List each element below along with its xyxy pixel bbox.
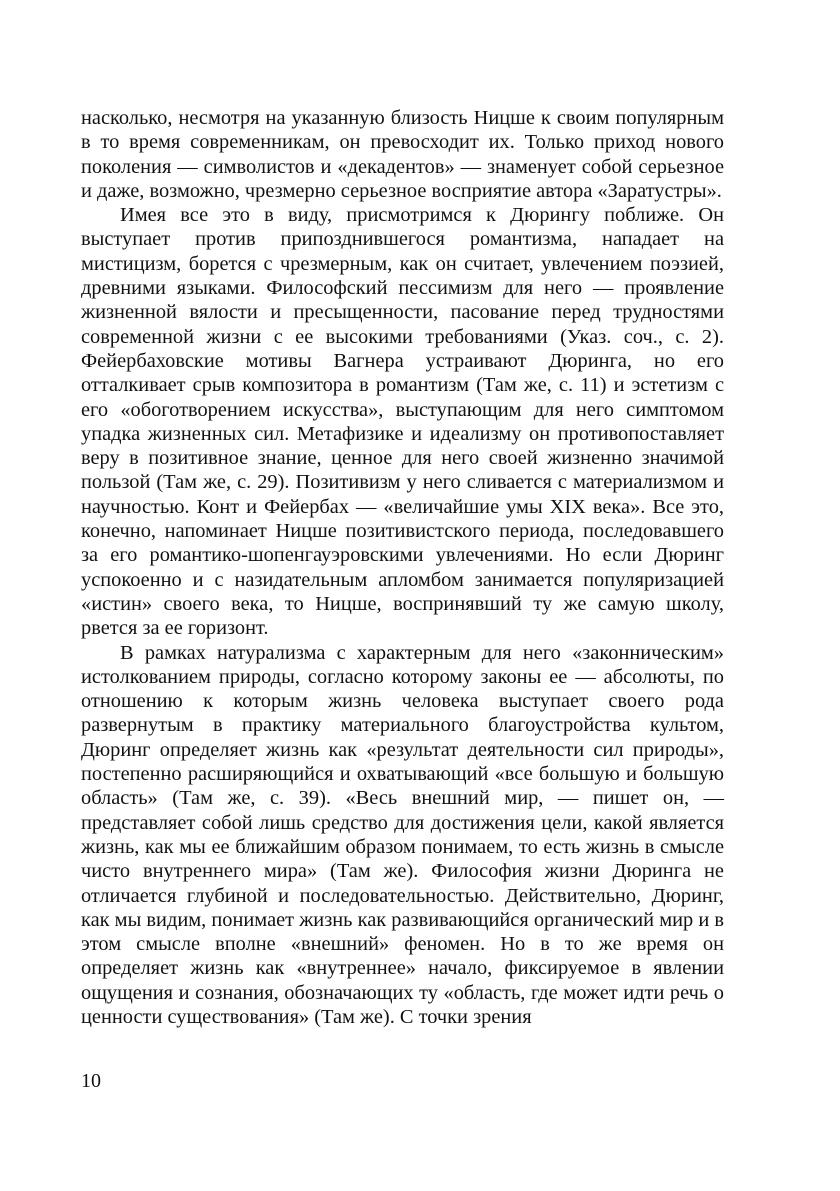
page-number: 10 [81, 1070, 101, 1092]
body-text [81, 106, 724, 1029]
paragraph-continuation: насколько, несмотря на указанную близость Ницше к своим популярным в то время современникам, он превосходит их. Только приход нового поколения — символистов и «декадентов» — знаменует собой серьезное и даже, возможно, чрезмерно серьезное восприятие автора «Заратустры». [81, 107, 724, 202]
paragraph-during-overview: Имея все это в виду, присмотримся к Дюрингу поближе. Он выступает против припозднившегося романтизма, нападает на мистицизм, борется с чрезмерным, как он считает, увлечением поэзией, древними языками. Философский пессимизм для него — проявление жизненной вялости и пресыщенности, пасование перед трудностями современной жизни с ее высокими требованиями (Указ. соч., с. 2). Фейербаховские мотивы Вагнера устраивают Дюринга, но его отталкивает срыв композитора в романтизм (Там же, с. 11) и эстетизм с его «обоготворением искусства», выступающим для него симптомом упадка жизненных сил. Метафизике и идеализму он противопоставляет веру в позитивное знание, ценное для него своей жизненно значимой пользой (Там же, с. 29). Позитивизм у него сливается с материализмом и научностью. Конт и Фейербах — «величайшие умы XIX века». Все это, конечно, напоминает Ницше позитивистского периода, последовавшего за его романтико-шопенгауэровскими увлечениями. Но если Дюринг успокоенно и с назидательным апломбом занимается популяризацией «истин» своего века, то Ницше, воспринявший ту же самую школу, рвется за ее горизонт. [81, 204, 724, 640]
paragraph-naturalism: В рамках натурализма с характерным для него «законническим» истолкованием природы, согласно которому законы ее — абсолюты, по отношению к которым жизнь человека выступает своего рода развернутым в практику материального благоустройства культом, Дюринг определяет жизнь как «результат деятельности сил природы», постепенно расширяющийся и охватывающий «все большую и большую область» (Там же, с. 39). «Весь внешний мир, — пишет он, — представляет собой лишь средство для достижения цели, какой является жизнь, как мы ее ближайшим образом понимаем, то есть жизнь в смысле чисто внутреннего мира» (Там же). Философия жизни Дюринга не отличается глубиной и последовательностью. Действительно, Дюринг, как мы видим, понимает жизнь как развивающийся органический мир и в этом смысле вполне «внешний» феномен. Но в то же время он определяет жизнь как «внутреннее» начало, фиксируемое в явлении ощущения и сознания, обозначающих ту «область, где может идти речь о ценности существования» (Там же). С точки зрения [81, 641, 724, 1028]
